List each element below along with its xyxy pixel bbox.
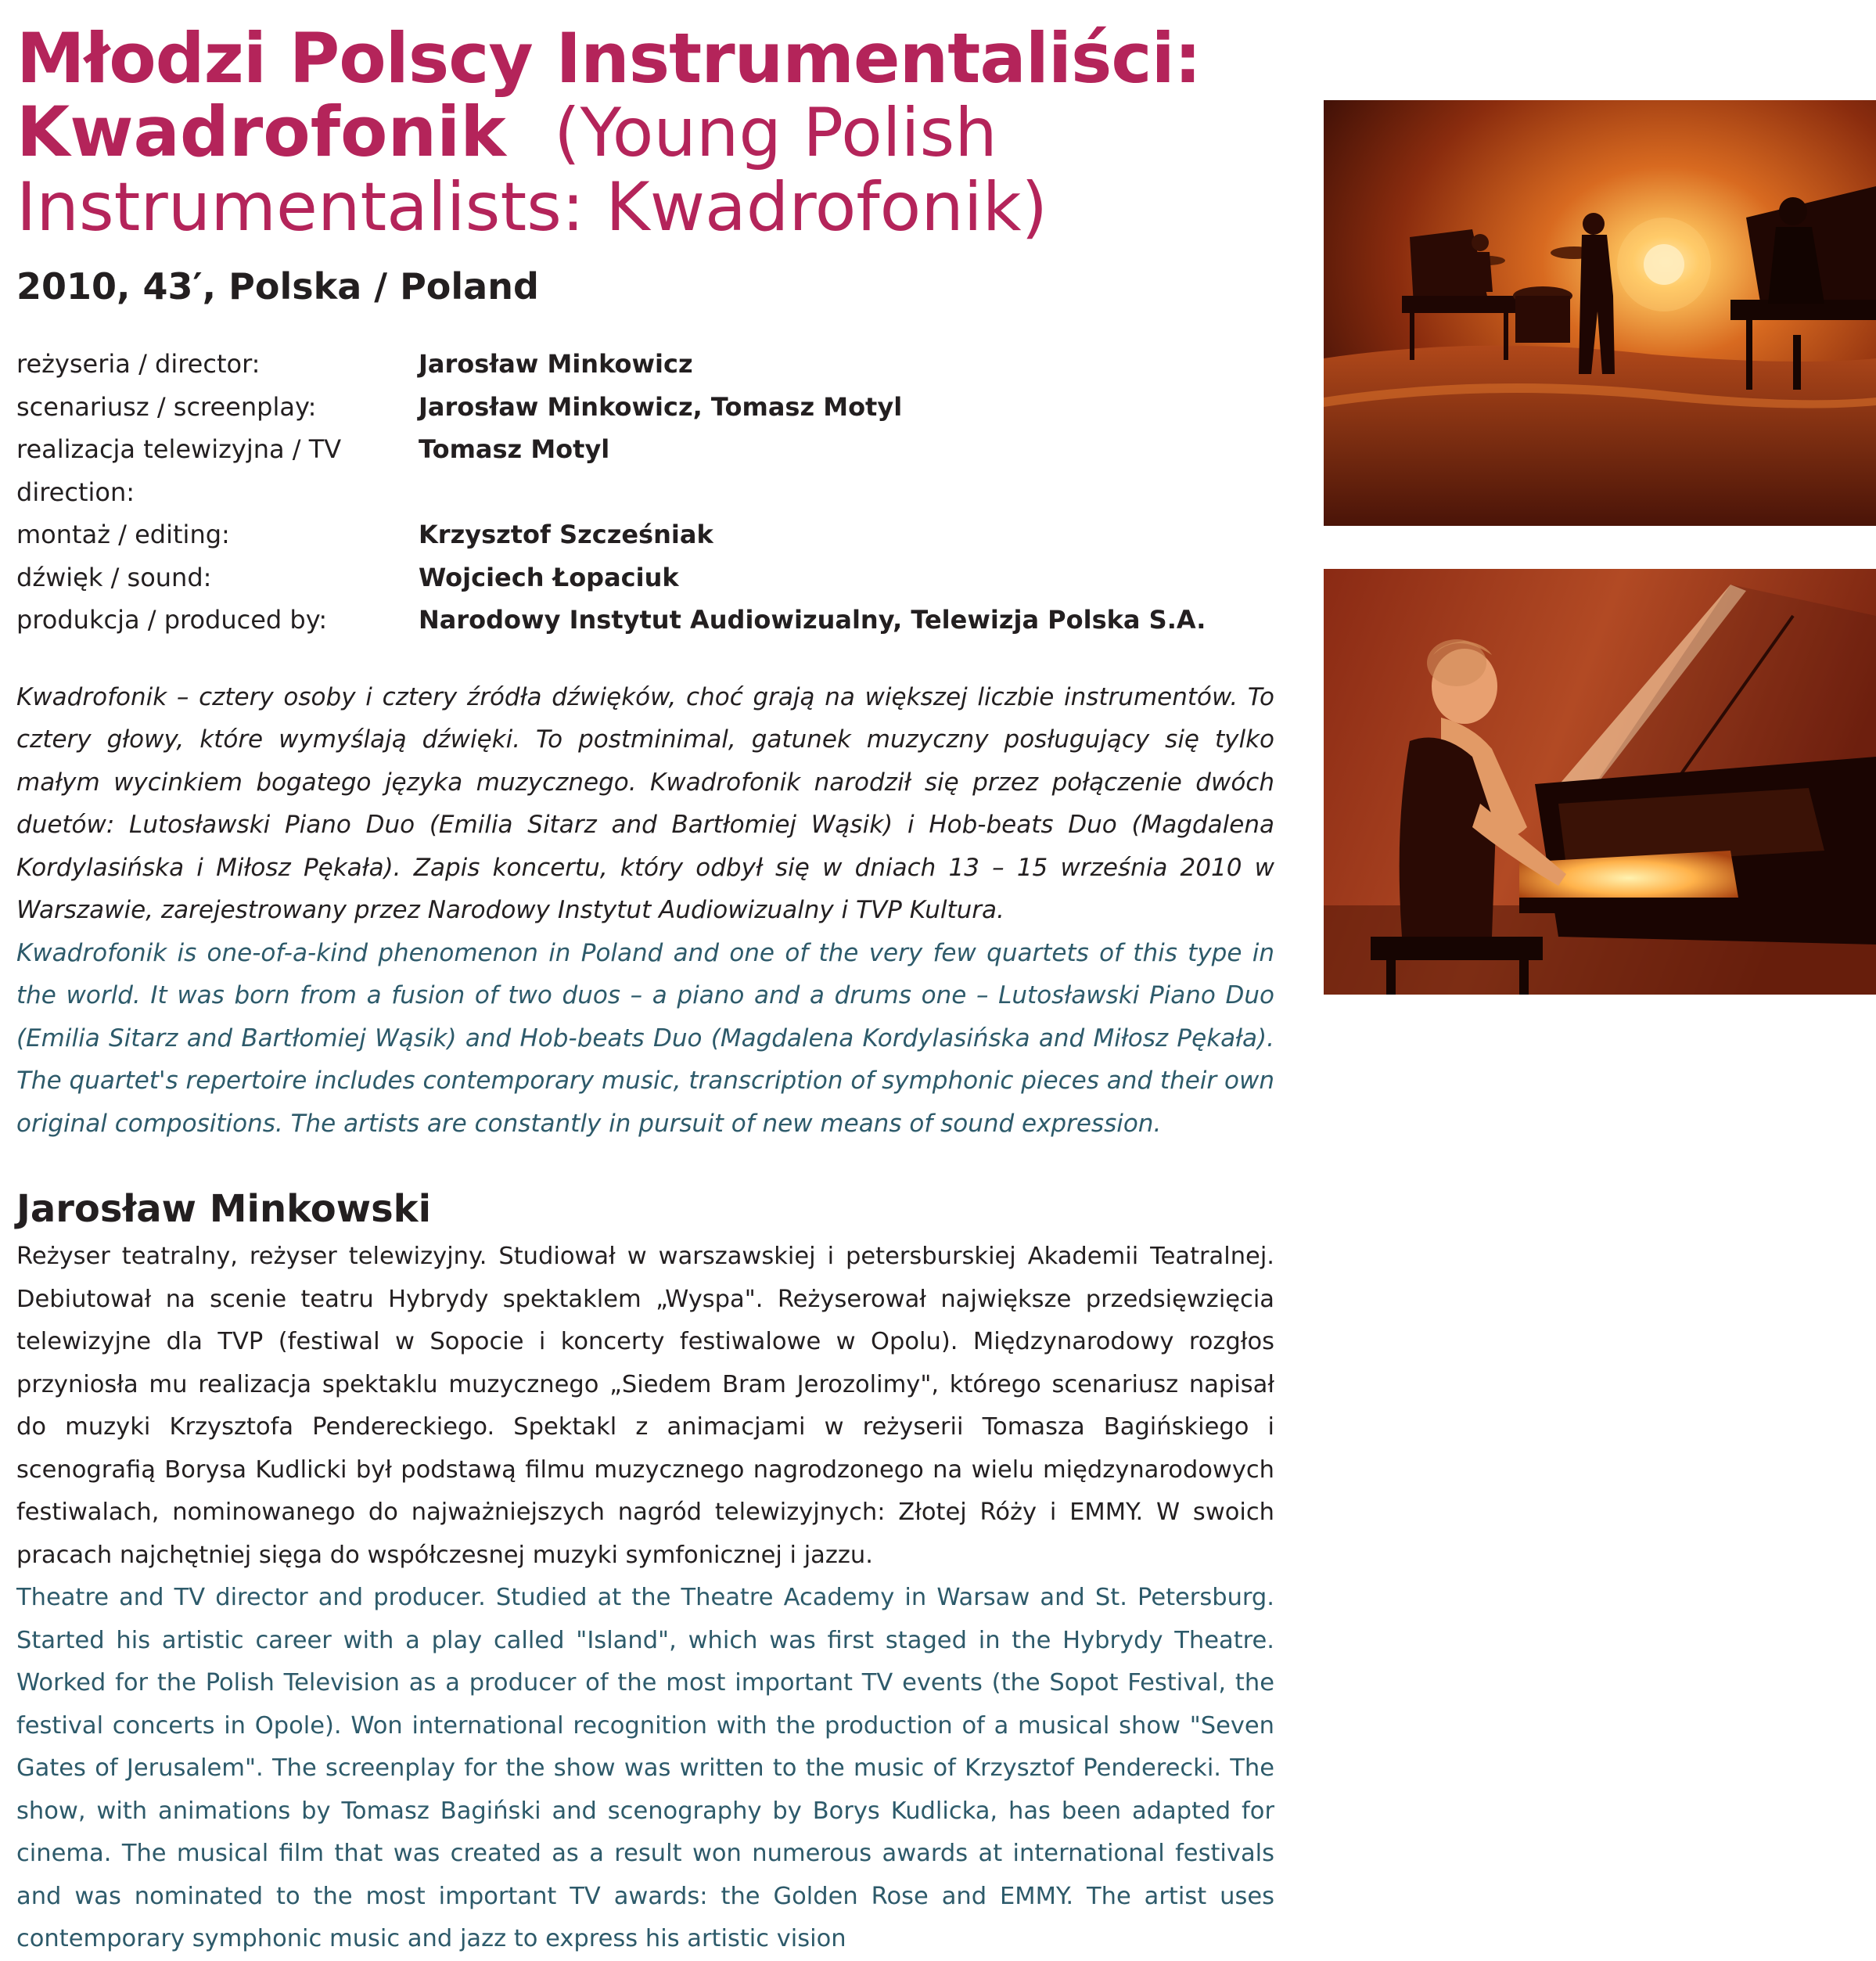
credit-value: Tomasz Motyl xyxy=(419,434,610,464)
credit-label: produkcja / produced by: xyxy=(16,605,328,635)
pianist-photo xyxy=(1324,569,1876,995)
concert-stage-image xyxy=(1324,100,1876,526)
credit-row-director xyxy=(16,343,1274,386)
description-english: Kwadrofonik is one-of-a-kind phenomenon in Poland and one of the very few quartets of this type in the world. It was born from a fusion of two duos – a piano and a drums one – Lutosławski Piano Duo (Emilia Sitarz and Bartłomiej Wąsik) and Hob-beats Duo (Magdalena Kordylasińska and Miłosz Pękała). The quartet's repertoire includes contemporary music, transcription of symphonic pieces and their own original compositions. The artists are constantly in pursuit of new means of sound expression. xyxy=(16,938,1274,1138)
description-polish: Kwadrofonik – cztery osoby i cztery źródła dźwięków, choć grają na większej liczbie instrumentów. To cztery głowy, które wymyślają dźwięki. To postminimal, gatunek muzyczny posługujący się tylko małym wycinkiem bogatego języka muzycznego. Kwadrofonik narodził się przez połączenie dwóch duetów: Lutosławski Piano Duo (Emilia Sitarz and Bartłomiej Wąsik) i Hob-beats Duo (Magdalena Kordylasińska i Miłosz Pękała). Zapis koncertu, który odbył się w dniach 13 – 15 września 2010 w Warszawie, zarejestrowany przez Narodowy Instytut Audiowizualny i TVP Kultura. xyxy=(16,682,1274,924)
credit-label: montaż / editing: xyxy=(16,520,230,549)
title-polish-line1: Młodzi Polscy Instrumentaliści: xyxy=(16,18,1201,99)
credit-value: Wojciech Łopaciuk xyxy=(419,562,679,592)
film-meta: 2010, 43′, Polska / Poland xyxy=(16,265,539,308)
credit-row-produced-by xyxy=(16,599,1274,642)
credit-label: realizacja telewizyjna / TV direction: xyxy=(16,434,342,507)
title-polish-line2: Kwadrofonik xyxy=(16,92,506,172)
page-title xyxy=(16,18,1274,246)
credit-value: Jarosław Minkowicz, Tomasz Motyl xyxy=(419,391,903,422)
credit-row-screenplay xyxy=(16,386,1274,429)
bio-heading: Jarosław Minkowski xyxy=(16,1187,432,1231)
credit-label: reżyseria / director: xyxy=(16,349,261,379)
bio-polish: Reżyser teatralny, reżyser telewizyjny. Studiował w warszawskiej i petersburskiej Akademii Teatralnej. Debiutował na scenie teatru Hybrydy spektaklem „Wyspa". Reżyserował największe przedsięwzięcia telewizyjne dla TVP (festiwal w Sopocie i koncerty festiwalowe w Opolu). Międzynarodowy rozgłos przyniosła mu realizacja spektaklu muzycznego „Siedem Bram Jerozolimy", którego scenariusz napisał do muzyki Krzysztofa Pendereckiego. Spektakl z animacjami w reżyserii Tomasza Bagińskiego i scenografią Borysa Kudlicki był podstawą filmu muzycznego nagrodzonego na wielu międzynarodowych festiwalach, nominowanego do najważniejszych nagród telewizyjnych: Złotej Róży i EMMY. W swoich pracach najchętniej sięga do współczesnej muzyki symfonicznej i jazzu. xyxy=(16,1243,1274,1569)
credit-value: Narodowy Instytut Audiowizualny, Telewizja Polska S.A. xyxy=(419,605,1206,635)
credits-list xyxy=(16,343,1274,642)
credit-row-tv-direction xyxy=(16,428,1274,513)
pianist-image xyxy=(1324,569,1876,995)
concert-stage-photo xyxy=(1324,100,1876,526)
title-english: (Young Polish Instrumentalists: Kwadrofonik) xyxy=(16,94,1048,246)
credit-value: Jarosław Minkowicz xyxy=(419,349,693,379)
credit-value: Krzysztof Szcześniak xyxy=(419,520,713,549)
credit-row-editing xyxy=(16,513,1274,556)
bio-english: Theatre and TV director and producer. Studied at the Theatre Academy in Warsaw and St. Petersburg. Started his artistic career with a play called "Island", which was first staged in the Hybrydy Theatre. Worked for the Polish Television as a producer of the most important TV events (the Sopot Festival, the festival concerts in Opole). Won international recognition with the production of a musical show "Seven Gates of Jerusalem". The screenplay for the show was written to the music of Krzysztof Penderecki. The show, with animations by Tomasz Bagiński and scenography by Borys Kudlicka, has been adapted for cinema. The musical film that was created as a result won numerous awards at international festivals and was nominated to the most important TV awards: the Golden Rose and EMMY. The artist uses contemporary symphonic music and jazz to express his artistic vision xyxy=(16,1584,1274,1952)
credit-label: scenariusz / screenplay: xyxy=(16,391,317,422)
credit-row-sound xyxy=(16,556,1274,599)
main-column xyxy=(16,18,1274,1961)
credit-label: dźwięk / sound: xyxy=(16,562,212,592)
